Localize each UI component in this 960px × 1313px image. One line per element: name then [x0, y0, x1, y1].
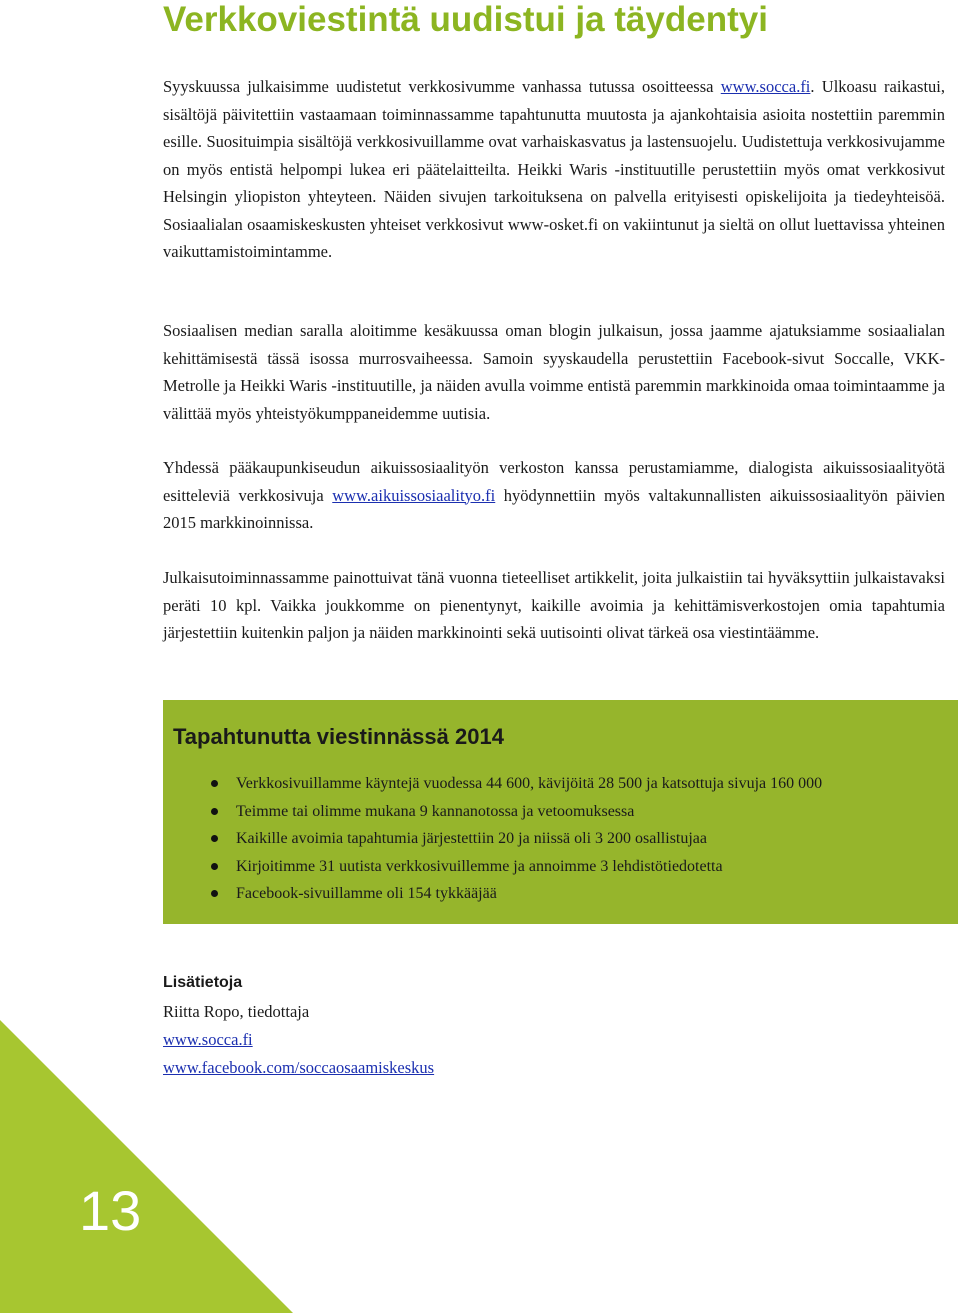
bullet-icon — [211, 780, 218, 787]
list-item — [173, 853, 946, 881]
bullet-icon — [211, 863, 218, 870]
paragraph-text: Yhdessä pääkaupunkiseudun aikuissosiaalityön verkoston kanssa perustamiamme, dialogista aikuissosiaalityötä esitteleviä verkkosivuja — [163, 458, 945, 505]
paragraph-social-media: Sosiaalisen median saralla aloitimme kesäkuussa oman blogin julkaisun, jossa jaamme ajatuksiamme sosiaalialan kehittämisestä tässä isossa murrosvaiheessa. Samoin syyskaudella perustettiin Facebook-sivut Soccalle, VKK-Metrolle ja Heikki Waris -instituutille, ja näiden avulla voimme entistä paremmin markkinoida omaa toimintaamme ja välittää myös yhteistyökumppaneidemme uutisia. — [163, 321, 945, 423]
page-number: 13 — [79, 1179, 142, 1242]
aikuissosiaalityo-link[interactable]: www.aikuissosiaalityo.fi — [332, 485, 496, 505]
list-item — [173, 798, 946, 826]
corner-triangle-decoration — [0, 1020, 300, 1313]
socca-link[interactable]: www.socca.fi — [163, 1030, 253, 1049]
facebook-link[interactable]: www.facebook.com/soccaosaamiskeskus — [163, 1058, 435, 1077]
paragraph-adult-social-work — [163, 454, 945, 537]
bullet-icon — [211, 890, 218, 897]
highlights-box — [163, 700, 958, 924]
more-info-heading: Lisätietoja — [163, 974, 243, 991]
paragraph-text: Syyskuussa julkaisimme uudistetut verkkosivumme vanhassa tutussa osoitteessa — [163, 77, 721, 96]
list-item-text: Kirjoitimme 31 uutista verkkosivuillemme ja annoimme 3 lehdistötiedotetta — [236, 857, 723, 875]
list-item-text: Verkkosivuillamme käyntejä vuodessa 44 600, kävijöitä 28 500 ja katsottuja sivuja 160 000 — [236, 775, 823, 792]
contact-person: Riitta Ropo, tiedottaja — [163, 1002, 310, 1021]
list-item-text: Kaikille avoimia tapahtumia järjestettiin 20 ja niissä oli 3 200 osallistujaa — [236, 830, 708, 847]
bullet-icon — [211, 808, 218, 815]
list-item — [173, 825, 946, 853]
list-item-text: Teimme tai olimme mukana 9 kannanotossa ja vetoomuksessa — [236, 802, 635, 820]
socca-website-link[interactable]: www.socca.fi — [720, 77, 811, 96]
paragraph-text: hyödynnettiin myös valtakunnallisten aikuissosiaalityön päivien 2015 markkinoinnissa. — [163, 485, 945, 532]
page-title: Verkkoviestintä uudistui ja täydentyi — [163, 0, 768, 39]
list-item — [173, 770, 946, 798]
highlights-list — [173, 770, 946, 908]
list-item-text: Facebook-sivuillamme oli 154 tykkääjää — [236, 885, 497, 902]
paragraph-text: . Ulkoasu raikastui, sisältöjä päivitettiin vastaamaan toiminnassamme tapahtunutta muutosta ja ajankohtaisia asioita nostettiin paremmin esille. Suosituimpia sisältöjä verkkosivuillamme ovat varhaiskasvatus ja lastensuojelu. Uudistettuja verkkosivujamme on myös entistä helpompi lukea eri päätelaitteilta. Heikki Waris -instituutille perustettiin myös omat verkkosivut Helsingin yliopiston yhteyteen. Näiden sivujen tarkoituksena on palvella erityisesti opiskelijoita ja tiedeyhteisöä. Sosiaalialan osaamiskeskusten yhteiset verkkosivut www-osket.fi on vakiintunut ja sieltä on ollut luettavissa yhteinen vaikuttamistoimintamme. — [163, 77, 946, 261]
paragraph-website-renewal — [163, 73, 945, 266]
bullet-icon — [211, 835, 218, 842]
paragraph-publications: Julkaisutoiminnassamme painottuivat tänä vuonna tieteelliset artikkelit, joita julkaistiin tai hyväksyttiin julkaistavaksi peräti 10 kpl. Vaikka joukkomme on pienentynyt, kaikille avoimia ja kehittämisverkostojen omia tapahtumia järjestettiin kuitenkin paljon ja näiden markkinointi sekä uutisointi olivat tärkeä osa viestintäämme. — [163, 568, 945, 642]
highlights-heading: Tapahtunutta viestinnässä 2014 — [173, 724, 504, 749]
list-item — [173, 880, 946, 908]
